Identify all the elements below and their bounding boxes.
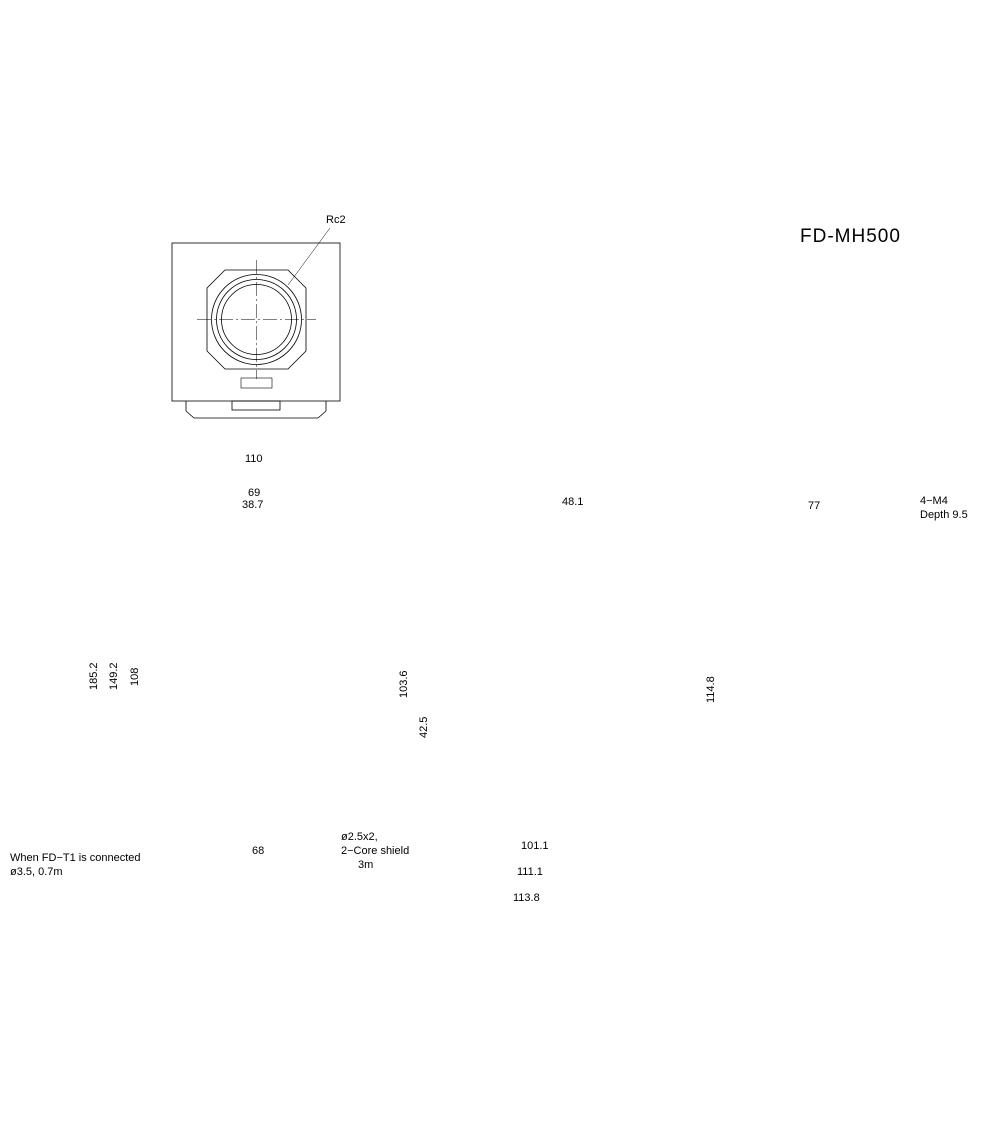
note-fd-t1-line1: When FD−T1 is connected: [10, 852, 141, 864]
dim-185-2: 185.2: [88, 662, 100, 690]
note-cable-dia: ø2.5x2,: [341, 831, 378, 843]
dim-48-1: 48.1: [562, 496, 584, 508]
note-fd-t1-line2: ø3.5, 0.7m: [10, 866, 63, 878]
dim-111-1: 111.1: [517, 866, 543, 878]
callout-4-m4: 4−M4: [920, 495, 948, 507]
dim-68: 68: [252, 845, 265, 857]
callout-depth: Depth 9.5: [920, 509, 968, 521]
dim-42-5: 42.5: [418, 716, 430, 738]
dim-101-1: 101.1: [521, 840, 549, 852]
dim-113-8: 113.8: [513, 892, 540, 904]
top-view-geometry: [172, 228, 340, 418]
dim-114-8: 114.8: [705, 676, 717, 703]
dim-38-7: 38.7: [242, 499, 264, 511]
dim-77: 77: [808, 500, 821, 512]
dim-108: 108: [129, 667, 141, 686]
note-cable-length: 3m: [358, 859, 374, 871]
callout-rc2: Rc2: [326, 214, 346, 226]
dim-103-6: 103.6: [398, 670, 410, 698]
dim-69: 69: [248, 487, 261, 499]
page-title: FD-MH500: [800, 226, 901, 247]
dim-110: 110: [245, 453, 263, 465]
note-cable-core: 2−Core shield: [341, 845, 410, 857]
dim-149-2: 149.2: [108, 662, 120, 690]
